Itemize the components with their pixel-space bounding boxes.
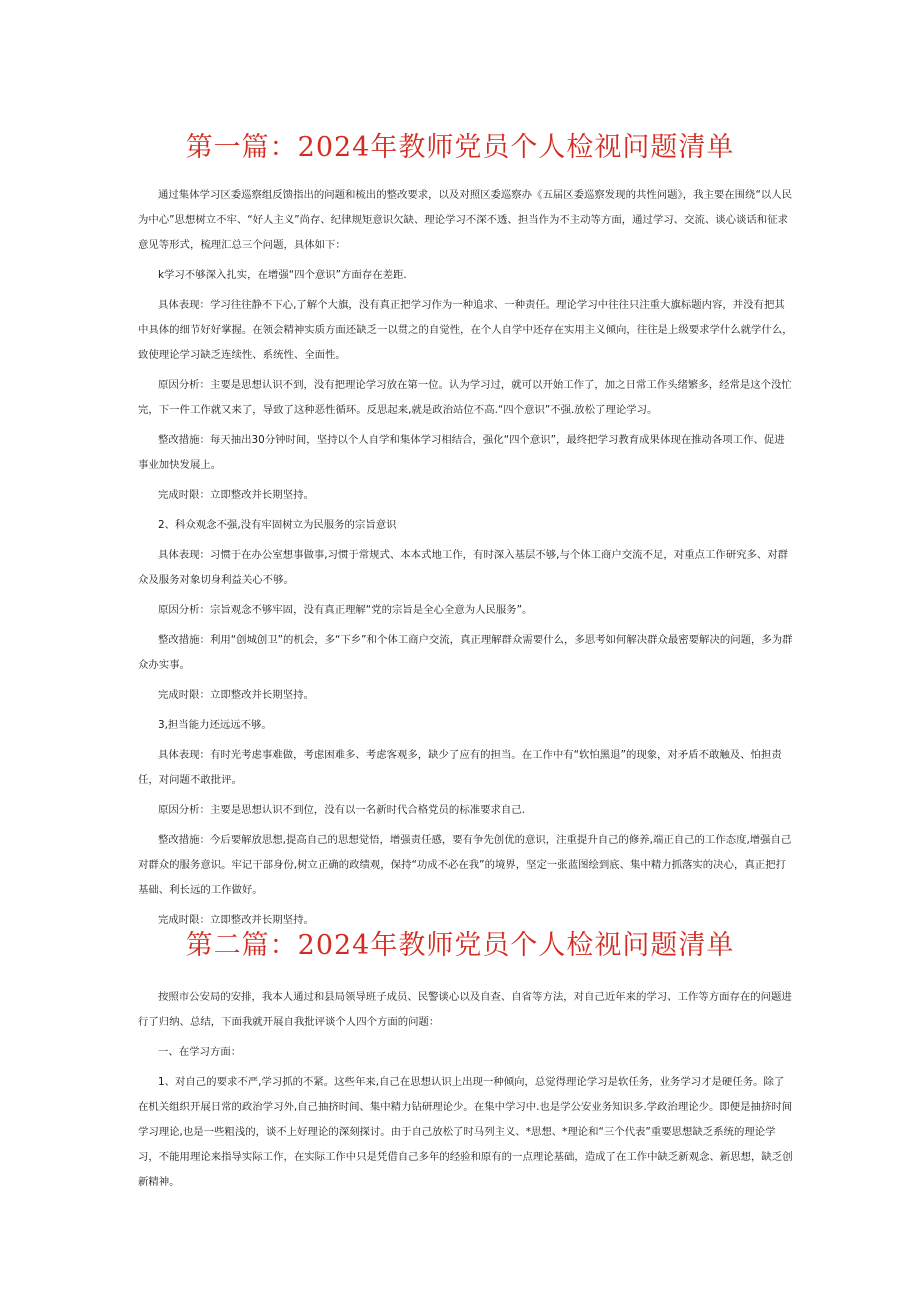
issue-2-cause: 原因分析：宗旨观念不够牢固，没有真正理解“党的宗旨是全心全意为人民服务”。 <box>158 604 533 616</box>
part2-intro: 按照市公安局的安排，我本人通过和县局领导班子成员、民警谈心以及自查、自省等方法，对自己近年来的学习、工作等方面存在的问题进行了归纳、总结，下面我就开展自我批评谈个人四个方面的问题： <box>138 991 792 1028</box>
issue-1-deadline: 完成时限：立即整改并长期坚持。 <box>158 489 314 501</box>
part1-intro: 通过集体学习区委巡察组反馈指出的问题和梳出的整改要求，以及对照区委巡察办《五届区委巡察发现的共性问题》，我主要在围绕“以人民为中心”思想树立不牢、“好人主义”尚存、纪律规矩意识欠缺、理论学习不深不透、担当作为不主动等方面，通过学习、交流、谈心谈话和征求意见等形式，梳理汇总三个问题，具体如下： <box>138 189 793 251</box>
part1-title: 第一篇：2024年教师党员个人检视问题清单 <box>185 132 735 163</box>
issue-1-cause: 原因分析：主要是思想认识不到，没有把理论学习放在第一位。认为学习过，就可以开始工作了，加之日常工作头绪繁多，经常是这个没忙完，下一件工作就又来了，导致了这种恶性循环。反思起来,就是政治站位不高.“四个意识”不强.放松了理论学习。 <box>138 379 792 416</box>
issue-3-measures: 整改措施：今后要解放思想,提高自己的思想觉悟，增强责任感，要有争先创优的意识，注重提升自己的修养,端正自己的工作态度,增强自己对群众的服务意识。牢记干部身份,树立正确的政绩观，保持“功成不必在我”的境界，坚定一张蓝图绘到底、集中精力抓落实的决心，真正把打基础、利长远的工作做好。 <box>138 834 792 896</box>
issue-1-heading: k学习不够深入扎实，在增强“四个意识”方面存在差距. <box>158 269 407 281</box>
study-issue-1: 1、对自己的要求不严,学习抓的不紧。这些年来,自己在思想认识上出现一种倾向，总觉得理论学习是软任务，业务学习才是硬任务。除了在机关组织开展日常的政治学习外,自己抽挤时间、集中精力钻研理论少。在集中学习中.也是学公安业务知识多.学政治理论少。即便是抽挤时间学习理论,也是一些粗浅的，谈不上好理论的深刻探讨。由于自己放松了时马列主义、*思想、*理论和“三个代表”重要思想缺乏系统的理论学习，不能用理论来指导实际工作，在实际工作中只是凭借自己多年的经验和原有的一点理论基础，造成了在工作中缺乏新观念、新思想，缺乏创新精神。 <box>138 1076 793 1188</box>
issue-1-manifestation: 具体表现：学习往往静不下心,了解个大旗，没有真正把学习作为一种追求、一种责任。理论学习中往往只注重大旗标题内容，并没有把其中具体的细节好好掌握。在领会精神实质方面还缺乏一以贯之的自觉性，在个人自学中还存在实用主义倾向，往往是上级要求学什么就学什么，致使理论学习缺乏连续性、系统性、全面性。 <box>138 299 793 361</box>
part1-body <box>138 183 794 938</box>
issue-2-heading: 2、科众观念不强,没有牢固树立为民服务的宗旨意识 <box>158 519 397 531</box>
issue-1-measures: 整改措施：每天抽出30分钟时间，坚持以个人自学和集体学习相结合，强化“四个意识”，最终把学习教育成果体现在推动各项工作、促进事业加快发展上。 <box>138 434 785 471</box>
part2-body <box>138 985 794 1200</box>
issue-3-cause: 原因分析：主要是思想认识不到位，没有以一名新时代合格党员的标准要求自己. <box>158 804 525 816</box>
study-section-heading: 一、在学习方面： <box>158 1046 242 1058</box>
issue-2-measures: 整改措施：利用“创城创卫”的机会，多“下乡”和个体工商户交流，真正理解群众需要什么，多思考如何解决群众最密要解决的问题，多为群众办实事。 <box>138 634 793 671</box>
issue-3-manifestation: 具体表现：有时光考虑事难做，考虑困难多、考虑客观多，缺少了应有的担当。在工作中有“软怕黑退”的现象，对矛盾不敢触及、怕担责任，对问题不敢批评。 <box>138 749 782 786</box>
issue-3-deadline: 完成时限：立即整改并长期坚持。 <box>158 914 314 926</box>
issue-2-manifestation: 具体表现：习惯于在办公室想事做事,习惯于常规式、本本式地工作，有时深入基层不够,与个体工商户交流不足，对重点工作研究多、对群众及服务对象切身利益关心不够。 <box>138 549 789 586</box>
part2-title: 第二篇：2024年教师党员个人检视问题清单 <box>185 930 735 961</box>
issue-3-heading: 3,担当能力还远远不够。 <box>158 719 272 731</box>
issue-2-deadline: 完成时限：立即整改并长期坚持。 <box>158 689 314 701</box>
